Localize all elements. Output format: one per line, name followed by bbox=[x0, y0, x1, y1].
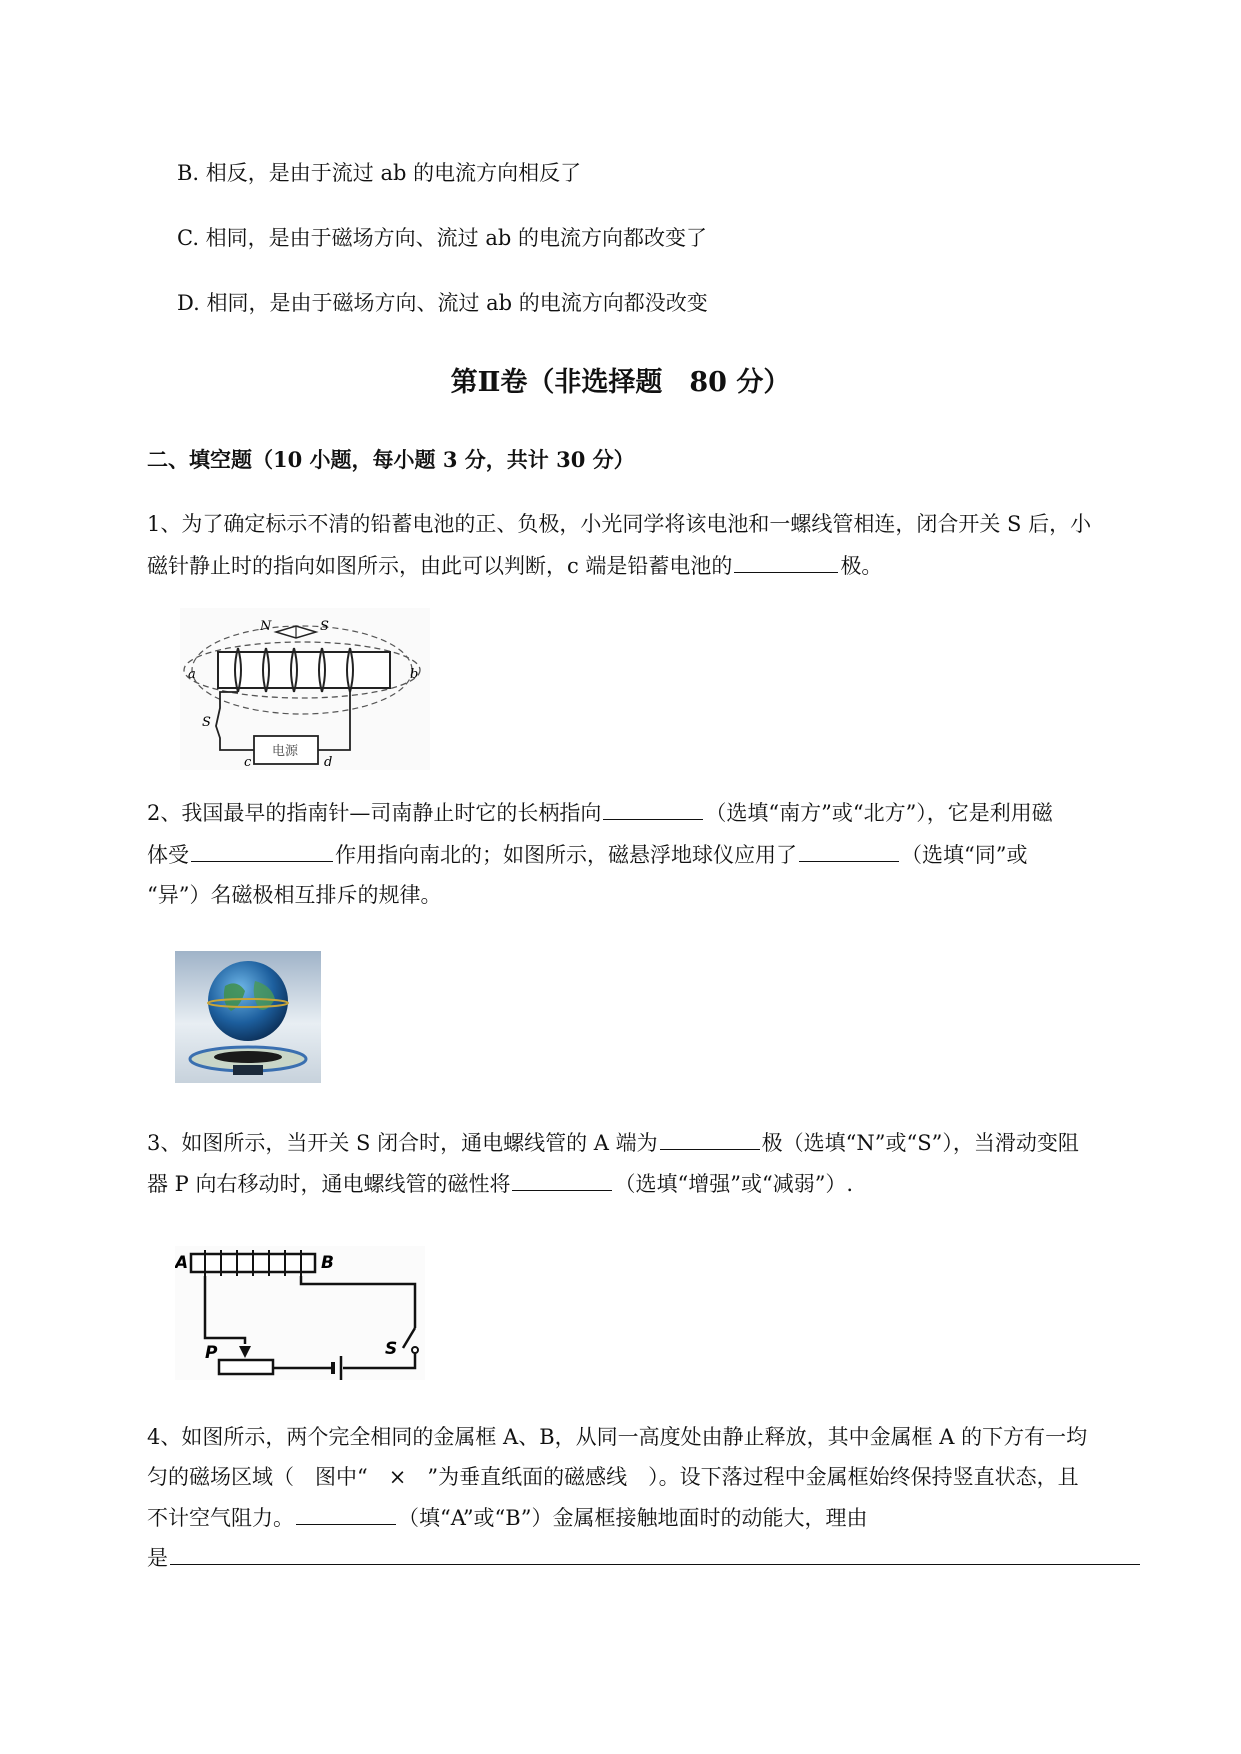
q4-line-2: 匀的磁场区域（ 图中“ × ”为垂直纸面的磁感线 ）。设下落过程中金属框始终保持竖直状态，且 bbox=[147, 1465, 1079, 1489]
q2-answer-blank-2[interactable] bbox=[191, 839, 333, 862]
power-source-label: 电源 bbox=[272, 744, 299, 759]
q1-text-b: 极。 bbox=[840, 554, 883, 578]
rheostat-circuit-figure bbox=[175, 1246, 425, 1380]
q3-line-2 bbox=[147, 1168, 853, 1198]
label-n: N bbox=[260, 619, 272, 634]
q1-text-a: 磁针静止时的指向如图所示，由此可以判断，c 端是铅蓄电池的 bbox=[147, 554, 733, 578]
q2-line-3: “异”）名磁极相互排斥的规律。 bbox=[147, 883, 442, 907]
q2-line-2 bbox=[147, 839, 1027, 869]
solenoid-circuit-figure bbox=[180, 608, 430, 770]
q3-answer-blank-1[interactable] bbox=[660, 1127, 760, 1150]
option-b: B. 相反，是由于流过 ab 的电流方向相反了 bbox=[177, 161, 582, 185]
label-d: d bbox=[324, 755, 333, 770]
q4-line-3 bbox=[147, 1502, 867, 1532]
q3-text-d: （选填“增强”或“减弱”）. bbox=[614, 1172, 854, 1196]
q4-text-a: 不计空气阻力。 bbox=[147, 1506, 294, 1530]
solenoid-core bbox=[218, 652, 390, 688]
switch-contact bbox=[412, 1347, 418, 1353]
label-s-top: S bbox=[320, 619, 329, 634]
q3-text-c: 器 P 向右移动时，通电螺线管的磁性将 bbox=[147, 1172, 511, 1196]
label-c: c bbox=[244, 755, 252, 770]
option-d: D. 相同，是由于磁场方向、流过 ab 的电流方向都没改变 bbox=[177, 291, 708, 315]
q2-answer-blank-3[interactable] bbox=[799, 839, 899, 862]
q4-answer-blank-1[interactable] bbox=[296, 1502, 396, 1525]
q4-line-4 bbox=[147, 1542, 1142, 1572]
rheostat-body bbox=[219, 1360, 273, 1374]
section-title: 二、填空题（10 小题，每小题 3 分，共计 30 分） bbox=[147, 447, 635, 472]
maglev-globe-photo bbox=[175, 951, 321, 1083]
q1-line-2 bbox=[147, 550, 882, 580]
q4-line-1: 4、如图所示，两个完全相同的金属框 A、B，从同一高度处由静止释放，其中金属框 A 的下方有一均 bbox=[147, 1425, 1088, 1449]
q3-line-1 bbox=[147, 1127, 1079, 1157]
q2-text-e: （选填“同”或 bbox=[901, 843, 1028, 867]
q3-text-a: 3、如图所示，当开关 S 闭合时，通电螺线管的 A 端为 bbox=[147, 1131, 658, 1155]
q3-answer-blank-2[interactable] bbox=[512, 1168, 612, 1191]
q2-answer-blank-1[interactable] bbox=[603, 797, 703, 820]
label-a-end: A bbox=[175, 1253, 189, 1273]
label-switch-s: S bbox=[202, 715, 211, 730]
q4-text-b: （填“A”或“B”）金属框接触地面时的动能大，理由 bbox=[398, 1506, 868, 1530]
label-a: a bbox=[188, 667, 196, 682]
option-c: C. 相同，是由于磁场方向、流过 ab 的电流方向都改变了 bbox=[177, 226, 707, 250]
label-p: P bbox=[205, 1343, 218, 1363]
q2-text-d: 作用指向南北的；如图所示，磁悬浮地球仪应用了 bbox=[335, 843, 797, 867]
part-title: 第Ⅱ卷（非选择题 80 分） bbox=[450, 367, 791, 398]
label-b: b bbox=[410, 667, 419, 682]
q2-line-1 bbox=[147, 797, 1053, 827]
q2-text-b: （选填“南方”或“北方”），它是利用磁 bbox=[705, 801, 1053, 825]
q1-line-1: 1、为了确定标示不清的铅蓄电池的正、负极，小光同学将该电池和一螺线管相连，闭合开关 S 后，小 bbox=[147, 512, 1092, 536]
q1-answer-blank[interactable] bbox=[734, 550, 838, 573]
q3-text-b: 极（选填“N”或“S”），当滑动变阻 bbox=[761, 1131, 1079, 1155]
q4-text-c: 是 bbox=[147, 1546, 168, 1570]
label-switch: S bbox=[385, 1339, 398, 1359]
q2-text-c: 体受 bbox=[147, 843, 189, 867]
q4-answer-blank-2[interactable] bbox=[170, 1542, 1140, 1565]
label-b-end: B bbox=[321, 1253, 334, 1273]
q2-text-a: 2、我国最早的指南针—司南静止时它的长柄指向 bbox=[147, 801, 602, 825]
